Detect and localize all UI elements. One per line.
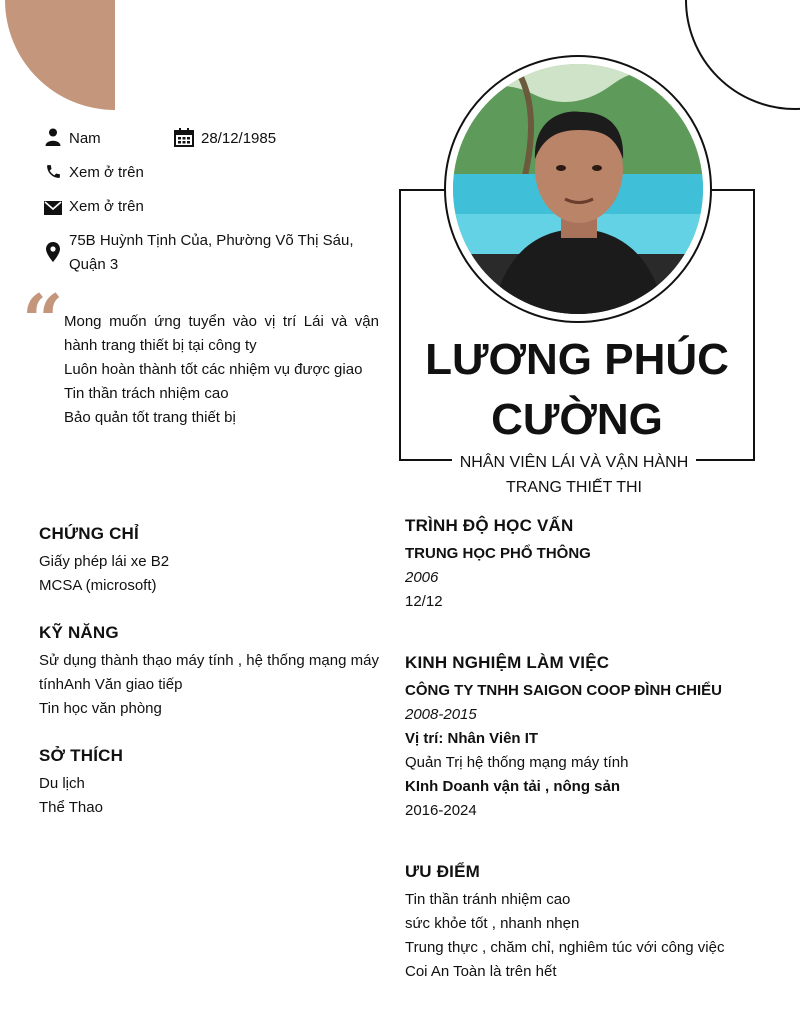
certificates-title: CHỨNG CHỈ xyxy=(39,524,139,543)
education-title: TRÌNH ĐỘ HỌC VẤN xyxy=(405,516,574,535)
education-grade: 12/12 xyxy=(405,593,443,610)
education-school: TRUNG HỌC PHỔ THÔNG xyxy=(405,545,591,562)
experience-duty: Quản Trị hệ thống mạng máy tính xyxy=(405,754,629,771)
career-objective xyxy=(64,310,379,430)
strength-item: sức khỏe tốt , nhanh nhẹn xyxy=(405,915,580,932)
skills-title: KỸ NĂNG xyxy=(39,623,119,642)
envelope-icon xyxy=(43,195,63,215)
job-title xyxy=(452,450,696,500)
skills-list xyxy=(39,649,379,721)
contact-address xyxy=(43,229,354,277)
experience-business-period: 2016-2024 xyxy=(405,802,477,819)
profile-photo xyxy=(453,64,703,314)
address-value xyxy=(69,229,354,277)
hobbies-title: SỞ THÍCH xyxy=(39,746,124,765)
phone-icon xyxy=(43,161,63,181)
email-value: Xem ở trên xyxy=(69,198,144,215)
experience-period: 2008-2015 xyxy=(405,706,477,723)
objective-line: Mong muốn ứng tuyển vào vị trí Lái và vận hành trang thiết bị tại công ty xyxy=(64,313,379,354)
contact-phone xyxy=(43,161,144,185)
experience-title: KINH NGHIỆM LÀM VIỆC xyxy=(405,653,610,672)
phone-value: Xem ở trên xyxy=(69,164,144,181)
education-year: 2006 xyxy=(405,569,439,586)
objective-line: Tin thần trách nhiệm cao xyxy=(64,385,229,402)
gender-value: Nam xyxy=(69,130,101,147)
strengths-title: ƯU ĐIỂM xyxy=(405,862,481,881)
strengths-list xyxy=(405,888,724,984)
strength-item: Tin thần tránh nhiệm cao xyxy=(405,891,571,908)
name-line2: CƯỜNG xyxy=(491,395,663,444)
address-line2: Quận 3 xyxy=(69,256,119,273)
quote-icon: “ xyxy=(22,278,64,363)
address-line1: 75B Huỳnh Tịnh Của, Phường Võ Thị Sáu, xyxy=(69,232,354,249)
certificate-item: MCSA (microsoft) xyxy=(39,577,157,594)
job-title-line2: TRANG THIẾT THI xyxy=(505,479,642,496)
experience-company: CÔNG TY TNHH SAIGON COOP ĐÌNH CHIỂU xyxy=(405,682,722,699)
calendar-icon xyxy=(173,127,195,147)
hobby-item: Du lịch xyxy=(39,775,85,792)
education-details xyxy=(405,542,591,614)
location-pin-icon xyxy=(43,242,63,262)
hobbies-list xyxy=(39,772,103,820)
corner-decoration-left xyxy=(5,0,225,110)
objective-line: Bảo quản tốt trang thiết bị xyxy=(64,409,236,426)
skill-item: Tin học văn phòng xyxy=(39,700,162,717)
contact-email xyxy=(43,195,144,219)
experience-position: Vị trí: Nhân Viên IT xyxy=(405,730,539,747)
skill-item: Sử dụng thành thạo máy tính , hệ thống mạng máy tínhAnh Văn giao tiếp xyxy=(39,652,379,693)
strength-item: Coi An Toàn là trên hết xyxy=(405,963,557,980)
certificate-item: Giấy phép lái xe B2 xyxy=(39,553,170,570)
birthday-value: 28/12/1985 xyxy=(201,130,277,147)
certificates-list xyxy=(39,550,169,598)
contact-gender xyxy=(43,127,101,151)
hobby-item: Thể Thao xyxy=(39,799,103,816)
contact-birthday xyxy=(173,127,276,151)
experience-business: KInh Doanh vận tải , nông sản xyxy=(405,778,621,795)
person-icon xyxy=(43,127,63,147)
objective-line: Luôn hoàn thành tốt các nhiệm vụ được giao xyxy=(64,361,363,378)
strength-item: Trung thực , chăm chỉ, nghiêm túc với công việc xyxy=(405,939,725,956)
job-title-line1: NHÂN VIÊN LÁI VÀ VẬN HÀNH xyxy=(459,454,689,471)
name-line1: LƯƠNG PHÚC xyxy=(425,335,729,384)
experience-details xyxy=(405,679,722,823)
corner-decoration-right xyxy=(685,0,800,110)
full-name xyxy=(400,330,754,450)
